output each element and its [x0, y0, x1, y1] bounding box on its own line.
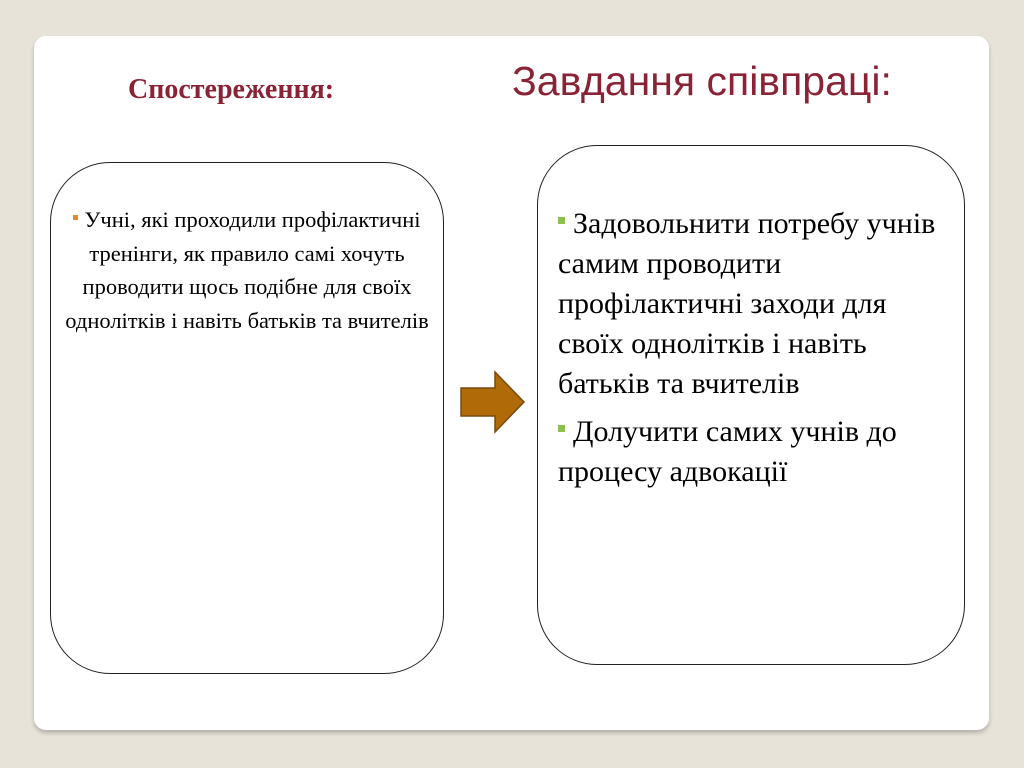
right-arrow-icon [459, 370, 527, 434]
bullet-square-icon [558, 425, 565, 432]
observations-box [50, 162, 444, 674]
bullet-square-icon [73, 215, 78, 220]
task-item [558, 412, 946, 492]
bullet-square-icon [558, 217, 565, 224]
task-text: Долучити самих учнів до процесу адвокації [558, 415, 897, 488]
cooperation-tasks-title: Завдання співпраці: [512, 58, 892, 104]
observation-text: Учні, які проходили профілактичні тренінги, як правило самі хочуть проводити щось подібне для своїх однолітків і навіть батьків та вчителів [65, 207, 429, 333]
task-item [558, 204, 946, 404]
observation-item [65, 203, 429, 337]
task-text: Задовольнити потребу учнів самим проводити профілактичні заходи для своїх однолітків і навіть батьків та вчителів [558, 207, 936, 400]
observations-title: Спостереження: [128, 74, 335, 105]
tasks-box [537, 145, 965, 665]
